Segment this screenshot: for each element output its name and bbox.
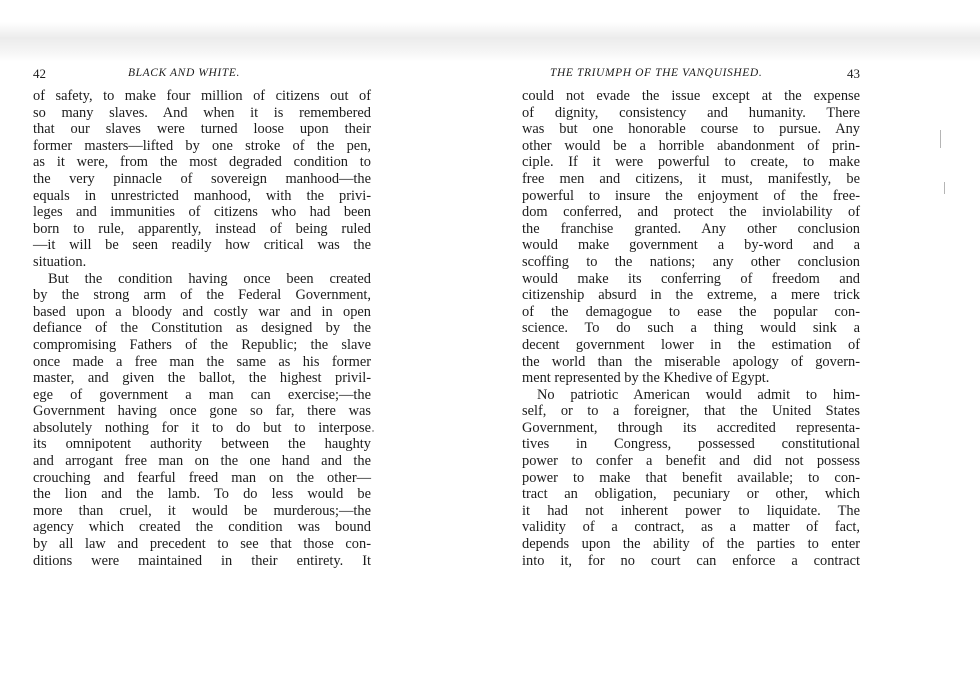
right-running-head: THE TRIUMPH OF THE VANQUISHED. bbox=[550, 67, 763, 79]
text-line: of dignity, consistency and humanity. There bbox=[522, 104, 860, 121]
scan-speck bbox=[944, 182, 945, 194]
scan-speck bbox=[940, 130, 941, 148]
text-line: master, and given the ballot, the highest privil- bbox=[33, 370, 371, 387]
text-line: self, or to a foreigner, that the United States bbox=[522, 403, 860, 420]
right-page-header bbox=[522, 66, 860, 82]
text-line: could not evade the issue except at the expense bbox=[522, 88, 860, 104]
text-line: of the demagogue to ease the popular con- bbox=[522, 303, 860, 320]
text-line: it had not inherent power to liquidate. The bbox=[522, 502, 860, 519]
scan-speck bbox=[372, 430, 374, 432]
scan-shadow-band bbox=[0, 22, 980, 62]
text-line: that our slaves were turned loose upon their bbox=[33, 121, 371, 138]
text-line: equals in unrestricted manhood, with the privi- bbox=[33, 187, 371, 204]
text-line: the very pinnacle of sovereign manhood—the bbox=[33, 170, 371, 187]
text-line: —it will be seen readily how critical was the bbox=[33, 237, 371, 254]
text-line: once made a free man the same as his former bbox=[33, 353, 371, 370]
text-line: leges and immunities of citizens who had been bbox=[33, 204, 371, 221]
text-line: born to rule, apparently, instead of being ruled bbox=[33, 220, 371, 237]
text-line: so many slaves. And when it is remembered bbox=[33, 104, 371, 121]
text-line: was but one honorable course to pursue. Any bbox=[522, 121, 860, 138]
text-line: free men and citizens, it must, manifestly, be bbox=[522, 170, 860, 187]
text-line: Government having once gone so far, there was bbox=[33, 403, 371, 420]
right-page-number: 43 bbox=[847, 66, 860, 81]
text-line: situation. bbox=[33, 253, 87, 270]
text-line: No patriotic American would admit to him- bbox=[537, 386, 860, 403]
text-line: ciple. If it were powerful to create, to make bbox=[522, 154, 860, 171]
text-line: Government, through its accredited representa- bbox=[522, 419, 860, 436]
text-line: of safety, to make four million of citizens out of bbox=[33, 88, 371, 104]
text-line: decent government lower in the estimation of bbox=[522, 336, 860, 353]
text-line: as it were, from the most degraded condition to bbox=[33, 154, 371, 171]
text-line: its omnipotent authority between the haughty bbox=[33, 436, 371, 453]
text-line: agency which created the condition was bound bbox=[33, 519, 371, 536]
text-line: power to make that benefit available; to con- bbox=[522, 469, 860, 486]
text-line: tives in Congress, possessed constitutional bbox=[522, 436, 860, 453]
text-line: scoffing to the nations; any other conclusion bbox=[522, 253, 860, 270]
text-line: But the condition having once been created bbox=[48, 270, 371, 287]
text-line: based upon a bloody and costly war and in open bbox=[33, 303, 371, 320]
text-line: science. To do such a thing would sink a bbox=[522, 320, 860, 337]
text-line: absolutely nothing for it to do but to interpose bbox=[33, 419, 371, 436]
text-line: more than cruel, it would be murderous;—the bbox=[33, 502, 371, 519]
text-line: the world than the miserable apology of govern- bbox=[522, 353, 860, 370]
text-line: and arrogant free man on the one hand and the bbox=[33, 453, 371, 470]
text-line: crouching and fearful freed man on the other— bbox=[33, 469, 371, 486]
right-page bbox=[522, 66, 860, 569]
left-running-head: BLACK AND WHITE. bbox=[128, 67, 240, 79]
text-line: into it, for no court can enforce a contract bbox=[522, 552, 860, 569]
text-line: depends upon the ability of the parties to enter bbox=[522, 536, 860, 553]
left-page-header bbox=[33, 66, 371, 82]
left-page bbox=[33, 66, 371, 569]
text-line: compromising Fathers of the Republic; the slave bbox=[33, 336, 371, 353]
text-line: ditions were maintained in their entirety. It bbox=[33, 552, 371, 569]
text-line: ment represented by the Khedive of Egypt. bbox=[522, 370, 770, 387]
text-line: power to confer a benefit and did not possess bbox=[522, 453, 860, 470]
text-line: citizenship absurd in the extreme, a mere trick bbox=[522, 287, 860, 304]
text-line: dom conferred, and protect the inviolability of bbox=[522, 204, 860, 221]
text-line: tract an obligation, pecuniary or other, which bbox=[522, 486, 860, 503]
left-page-number: 42 bbox=[33, 66, 46, 81]
text-line: validity of a contract, as a matter of fact, bbox=[522, 519, 860, 536]
text-line: by the strong arm of the Federal Government, bbox=[33, 287, 371, 304]
text-line: ege of government a man can exercise;—the bbox=[33, 386, 371, 403]
text-line: powerful to insure the enjoyment of the free- bbox=[522, 187, 860, 204]
text-line: by all law and precedent to see that those con- bbox=[33, 536, 371, 553]
left-page-text bbox=[33, 88, 371, 569]
text-line: defiance of the Constitution as designed by the bbox=[33, 320, 371, 337]
text-line: would make government a by-word and a bbox=[522, 237, 860, 254]
text-line: would make its conferring of freedom and bbox=[522, 270, 860, 287]
text-line: the lion and the lamb. To do less would be bbox=[33, 486, 371, 503]
text-line: other would be a horrible abandonment of prin- bbox=[522, 137, 860, 154]
text-line: former masters—lifted by one stroke of the pen, bbox=[33, 137, 371, 154]
text-line: the franchise granted. Any other conclusion bbox=[522, 220, 860, 237]
right-page-text bbox=[522, 88, 860, 569]
